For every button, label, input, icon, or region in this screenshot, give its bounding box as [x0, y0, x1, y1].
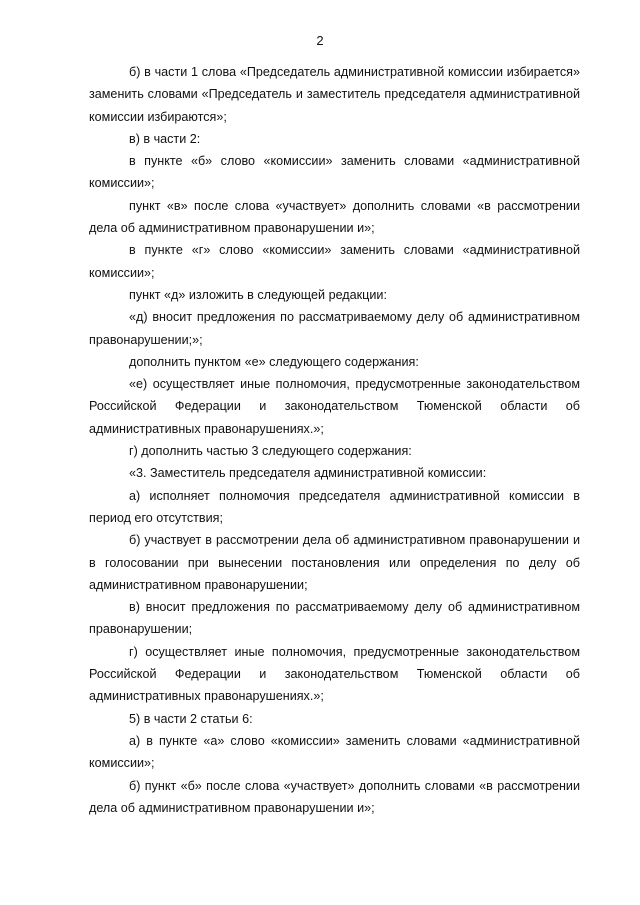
- paragraph-item-v: пункт «в» после слова «участвует» дополнить словами «в рассмотрении дела об административном правонарушении и»;: [89, 198, 580, 236]
- paragraph-part3-title: «3. Заместитель председателя административной комиссии:: [129, 466, 487, 481]
- paragraph-article6-a: а) в пункте «а» слово «комиссии» заменить словами «административной комиссии»;: [89, 733, 580, 771]
- paragraph-item-g: в пункте «г» слово «комиссии» заменить словами «административной комиссии»;: [89, 243, 580, 280]
- paragraph-part3-v: в) вносит предложения по рассматриваемому делу об административном правонарушении;: [89, 600, 580, 637]
- paragraph-v-part2: в) в части 2:: [129, 131, 201, 146]
- document-body: [89, 61, 580, 819]
- paragraph-part3-b: б) участвует в рассмотрении дела об административном правонарушении и в голосовании при вынесении постановления или определения по делу об административном правонарушении;: [89, 533, 580, 592]
- paragraph-item-e-intro: дополнить пунктом «е» следующего содержания:: [129, 354, 419, 369]
- paragraph-item-b: в пункте «б» слово «комиссии» заменить словами «административной комиссии»;: [89, 154, 580, 191]
- paragraph-item-d-intro: пункт «д» изложить в следующей редакции:: [129, 287, 387, 302]
- paragraph-b-part1: б) в части 1 слова «Председатель административной комиссии избирается» заменить словами «Председатель и заместитель председателя административной комиссии избираются»;: [89, 65, 580, 124]
- paragraph-item-e-text: «е) осуществляет иные полномочия, предусмотренные законодательством Российской Федерации и законодательством Тюменской области об административных правонарушениях.»;: [89, 377, 580, 436]
- paragraph-part3-a: а) исполняет полномочия председателя административной комиссии в период его отсутствия;: [89, 488, 580, 525]
- paragraph-item-d-text: «д) вносит предложения по рассматриваемому делу об административном правонарушении;»;: [89, 310, 580, 347]
- page-number: 2: [316, 33, 324, 48]
- paragraph-g-part3-intro: г) дополнить частью 3 следующего содержания:: [129, 444, 412, 459]
- paragraph-article6-b: б) пункт «б» после слова «участвует» дополнить словами «в рассмотрении дела об административном правонарушении и»;: [89, 778, 580, 815]
- paragraph-part3-g: г) осуществляет иные полномочия, предусмотренные законодательством Российской Федерации и законодательством Тюменской области об административных правонарушениях.»;: [89, 644, 580, 704]
- paragraph-5-article6: 5) в части 2 статьи 6:: [129, 711, 253, 726]
